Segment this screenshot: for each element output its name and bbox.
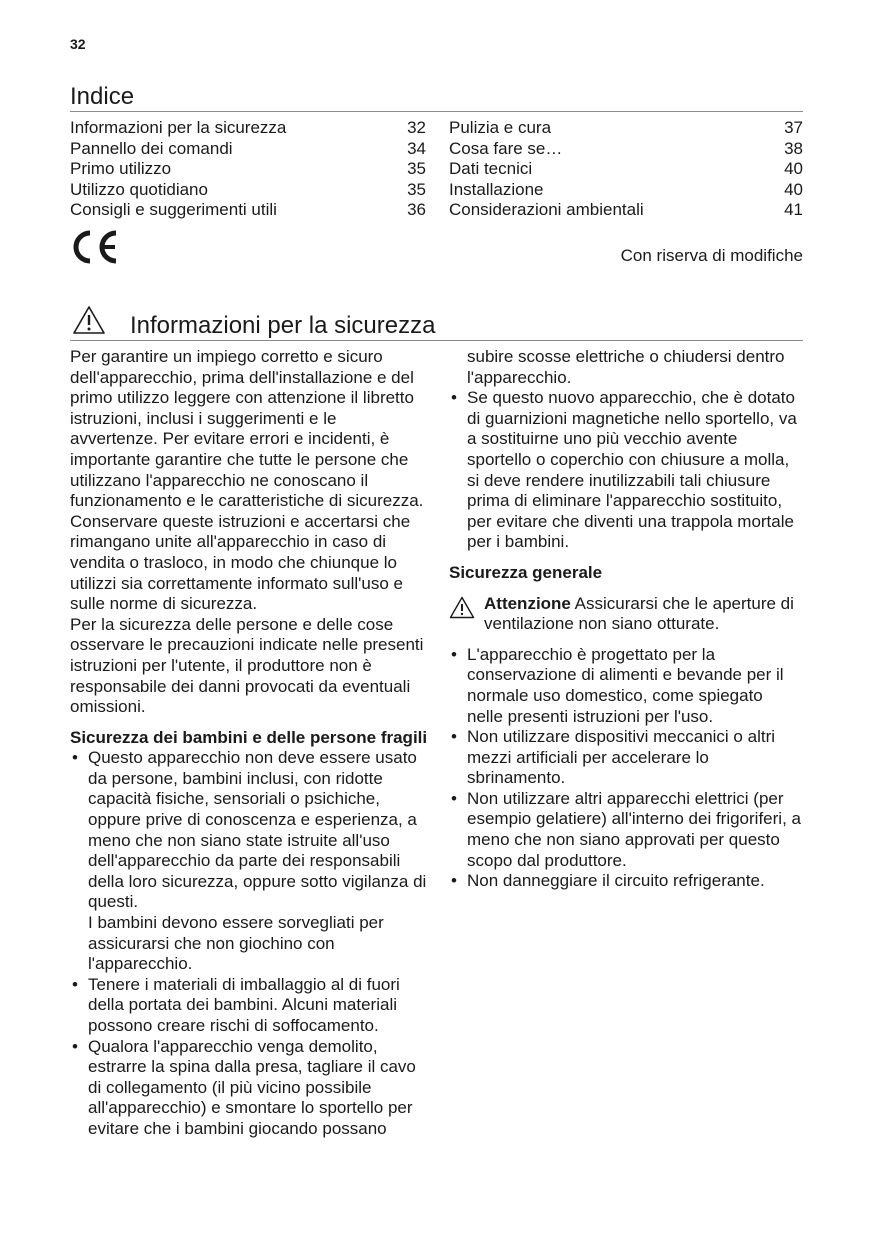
general-safety-list (449, 645, 803, 892)
ce-mark-icon (70, 229, 120, 270)
ventilation-warning (449, 594, 803, 635)
toc-entry[interactable] (70, 139, 426, 160)
toc-entry-page: 36 (407, 200, 426, 220)
list-item (70, 748, 428, 975)
modification-note: Con riserva di modifiche (620, 246, 803, 265)
list-item-text: Non utilizzare altri apparecchi elettrici (per esempio gelatiere) all'interno dei frigoriferi, a meno che non siano approvati per questo scopo dal produttore. (467, 788, 801, 870)
list-item (70, 1037, 428, 1140)
warning-triangle-icon (449, 596, 475, 625)
bullet-icon: • (451, 727, 457, 747)
toc-entry[interactable] (449, 159, 803, 180)
bullet-icon: • (451, 788, 457, 808)
list-item-text: Se questo nuovo apparecchio, che è dotato di guarnizioni magnetiche nello sportello, va a sostituirne uno più vecchio avente sportello o coperchio con chiusure a molla, si deve rendere inutilizzabili tali chiusure prima di eliminare l'apparecchio sostituito, per evitare che diventi una trappola mortale per i bambini. (467, 388, 797, 552)
index-title: Indice (70, 83, 135, 110)
toc-entry-label: Dati tecnici (449, 159, 533, 179)
children-safety-list-continued (449, 388, 803, 553)
index-title-rule (70, 111, 803, 112)
toc-entry-label: Cosa fare se… (449, 138, 563, 158)
intro-paragraph: Per garantire un impiego corretto e sicuro dell'apparecchio, prima dell'installazione e del primo utilizzo leggere con attenzione il libretto istruzioni, inclusi i suggerimenti e le avvertenze. Per evitare errori e incidenti, è importante garantire che tutte le persone che utilizzano l'apparecchio ne conoscano il funzionamento e le caratteristiche di sicurezza. Conservare queste istruzioni e accertarsi che rimangano unite all'apparecchio in caso di vendita o trasloco, in modo che chiunque lo utilizzi sia correttamente informato sull'uso e sulle norme di sicurezza. (70, 347, 424, 614)
list-item-text: I bambini devono essere sorvegliati per assicurarsi che non giochino con l'apparecchio. (88, 913, 384, 974)
warning-triangle-icon (72, 305, 106, 340)
toc-entry-label: Pannello dei comandi (70, 138, 233, 158)
toc-entry-page: 38 (784, 138, 803, 158)
list-item (449, 388, 803, 553)
toc-entry-label: Informazioni per la sicurezza (70, 118, 287, 137)
bullet-icon: • (72, 1036, 78, 1056)
toc-entry-label: Pulizia e cura (449, 118, 552, 137)
page-number: 32 (70, 36, 86, 52)
toc-entry-label: Utilizzo quotidiano (70, 179, 208, 199)
toc-entry-label: Primo utilizzo (70, 159, 172, 179)
toc-entry-label: Considerazioni ambientali (449, 200, 644, 220)
toc-entry[interactable] (449, 180, 803, 201)
toc-entry[interactable] (449, 139, 803, 160)
intro-paragraph: Per la sicurezza delle persone e delle cose osservare le precauzioni indicate nelle presenti istruzioni per l'utente, il produttore non è responsabile dei danni provocati da eventuali omissioni. (70, 614, 424, 717)
toc-entry-page: 34 (407, 138, 426, 158)
list-item (449, 871, 803, 892)
children-safety-heading: Sicurezza dei bambini e delle persone fragili (70, 727, 428, 747)
toc-entry-page: 37 (784, 118, 803, 137)
toc-entry-page: 35 (407, 179, 426, 199)
section-title: Informazioni per la sicurezza (130, 312, 436, 339)
list-item-text: Tenere i materiali di imballaggio al di fuori della portata dei bambini. Alcuni materiali possono creare rischi di soffocamento. (88, 974, 400, 1035)
warning-label: Attenzione (484, 593, 571, 613)
list-item-text: Non utilizzare dispositivi meccanici o altri mezzi artificiali per accelerare lo sbrinamento. (467, 727, 776, 788)
toc-entry[interactable] (70, 118, 426, 139)
list-item-text: L'apparecchio è progettato per la conservazione di alimenti e bevande per il normale uso domestico, come spiegato nelle presenti istruzioni per l'uso. (467, 644, 784, 726)
toc-entry-page: 40 (784, 159, 803, 179)
children-safety-list (70, 748, 428, 1139)
bullet-icon: • (451, 871, 457, 891)
toc-entry[interactable] (70, 200, 426, 221)
list-item (449, 727, 803, 789)
list-item-continuation: subire scosse elettriche o chiudersi dentro l'apparecchio. (467, 347, 785, 387)
toc-entry-label: Installazione (449, 179, 544, 199)
list-item (449, 789, 803, 871)
toc-entry-page: 35 (407, 159, 426, 179)
right-text-column (449, 347, 803, 892)
toc-entry-page: 32 (407, 118, 426, 137)
toc-entry[interactable] (70, 159, 426, 180)
bullet-icon: • (72, 748, 78, 768)
bullet-icon: • (451, 388, 457, 408)
toc-entry[interactable] (449, 118, 803, 139)
warning-text: Assicurarsi che le aperture di ventilazione non siano otturate. (484, 593, 794, 634)
list-item-text: Qualora l'apparecchio venga demolito, estrarre la spina dalla presa, tagliare il cavo di collegamento (il più vicino possibile all'apparecchio) e smontare lo sportello per evitare che i bambini giocando possano (88, 1036, 416, 1138)
list-item (449, 645, 803, 727)
list-item-text: Non danneggiare il circuito refrigerante. (467, 871, 765, 891)
list-item-text: Questo apparecchio non deve essere usato da persone, bambini inclusi, con ridotte capacità fisiche, sensoriali o psichiche, oppure prive di conoscenza e esperienza, a meno che non siano state istruite all'uso dell'apparecchio da parte dei responsabili della loro sicurezza, oppure sotto vigilanza di questi. (88, 748, 427, 912)
toc-entry[interactable] (70, 180, 426, 201)
toc-left-column (70, 118, 426, 221)
list-item (70, 975, 428, 1037)
general-safety-heading: Sicurezza generale (449, 562, 603, 582)
toc-entry-page: 41 (784, 200, 803, 220)
toc-entry-page: 40 (784, 179, 803, 199)
left-text-column (70, 347, 428, 1140)
bullet-icon: • (72, 974, 78, 994)
toc-right-column (449, 118, 803, 221)
section-title-rule (70, 340, 803, 341)
toc-entry[interactable] (449, 200, 803, 221)
toc-entry-label: Consigli e suggerimenti utili (70, 200, 277, 220)
bullet-icon: • (451, 644, 457, 664)
